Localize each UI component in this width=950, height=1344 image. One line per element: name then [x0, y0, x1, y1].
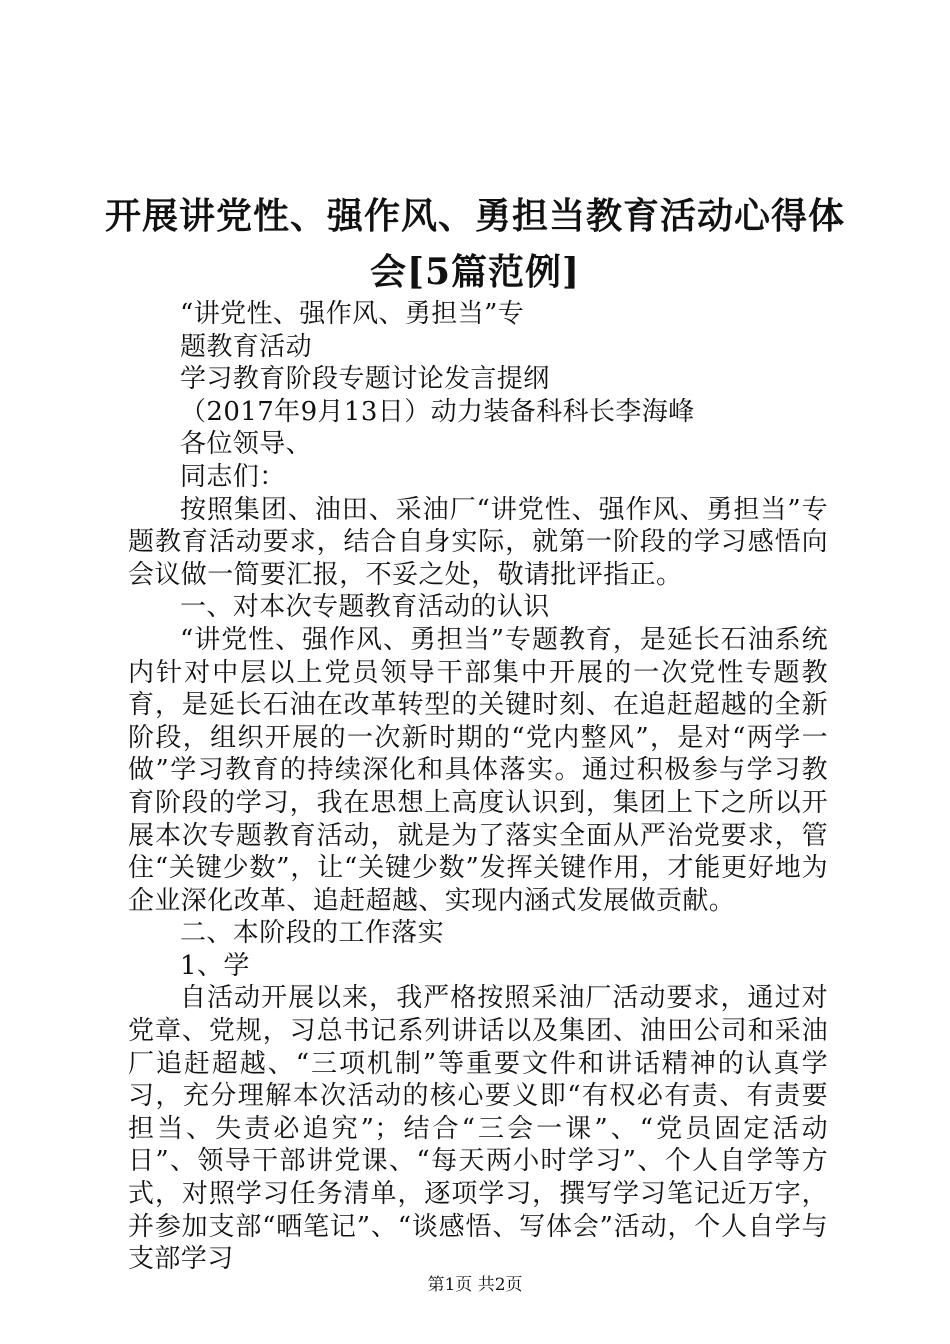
paragraph: 自活动开展以来，我严格按照采油厂活动要求，通过对党章、党规，习总书记系列讲话以及集团、油田公司和采油厂追赶超越、“三项机制”等重要文件和讲话精神的认真学习，充分理解本次活动的核心要义即“有权必有责、有责要担当、失责必追究”；结合“三会一课”、“党员固定活动日”、领导干部讲党课、“每天两小时学习”、个人自学等方式，对照学习任务清单，逐项学习，撰写学习笔记近万字，并参加支部“晒笔记”、“谈感悟、写体会”活动，个人自学与支部学习: [128, 983, 828, 1275]
paragraph: “讲党性、强作风、勇担当”专题教育，是延长石油系统内针对中层以上党员领导干部集中开展的一次党性专题教育，是延长石油在改革转型的关键时刻、在追赶超越的全新阶段，组织开展的一次新时期的“党内整风”，是对“两学一做”学习教育的持续深化和具体落实。通过积极参与学习教育阶段的学习，我在思想上高度认识到，集团上下之所以开展本次专题教育活动，就是为了落实全面从严治党要求，管住“关键少数”，让“关键少数”发挥关键作用，才能更好地为企业深化改革、追赶超越、实现内涵式发展做贡献。: [128, 624, 828, 916]
paragraph: 题教育活动: [180, 331, 313, 362]
paragraph: 按照集团、油田、采油厂“讲党性、强作风、勇担当”专题教育活动要求，结合自身实际，就第一阶段的学习感悟向会议做一简要汇报，不妥之处，敬请批评指正。: [128, 494, 828, 590]
document-title-line-1: 开展讲党性、强作风、勇担当教育活动心得体: [104, 195, 845, 237]
page-footer: 第1页 共2页: [427, 1275, 523, 1295]
document-body: [128, 298, 828, 1276]
section-heading: 二、本阶段的工作落实: [180, 918, 445, 949]
section-heading: 一、对本次专题教育活动的认识: [180, 592, 550, 623]
paragraph: 各位领导、: [180, 429, 313, 460]
paragraph: 学习教育阶段专题讨论发言提纲: [180, 364, 550, 395]
paragraph: 同志们：: [180, 461, 286, 492]
paragraph: “讲党性、强作风、勇担当”专: [180, 299, 525, 329]
paragraph: （2017年9月13日）动力装备科科长李海峰: [180, 396, 695, 427]
subsection-heading: 1、学: [180, 950, 250, 981]
document-title-line-2: 会[5篇范例]: [369, 251, 581, 293]
